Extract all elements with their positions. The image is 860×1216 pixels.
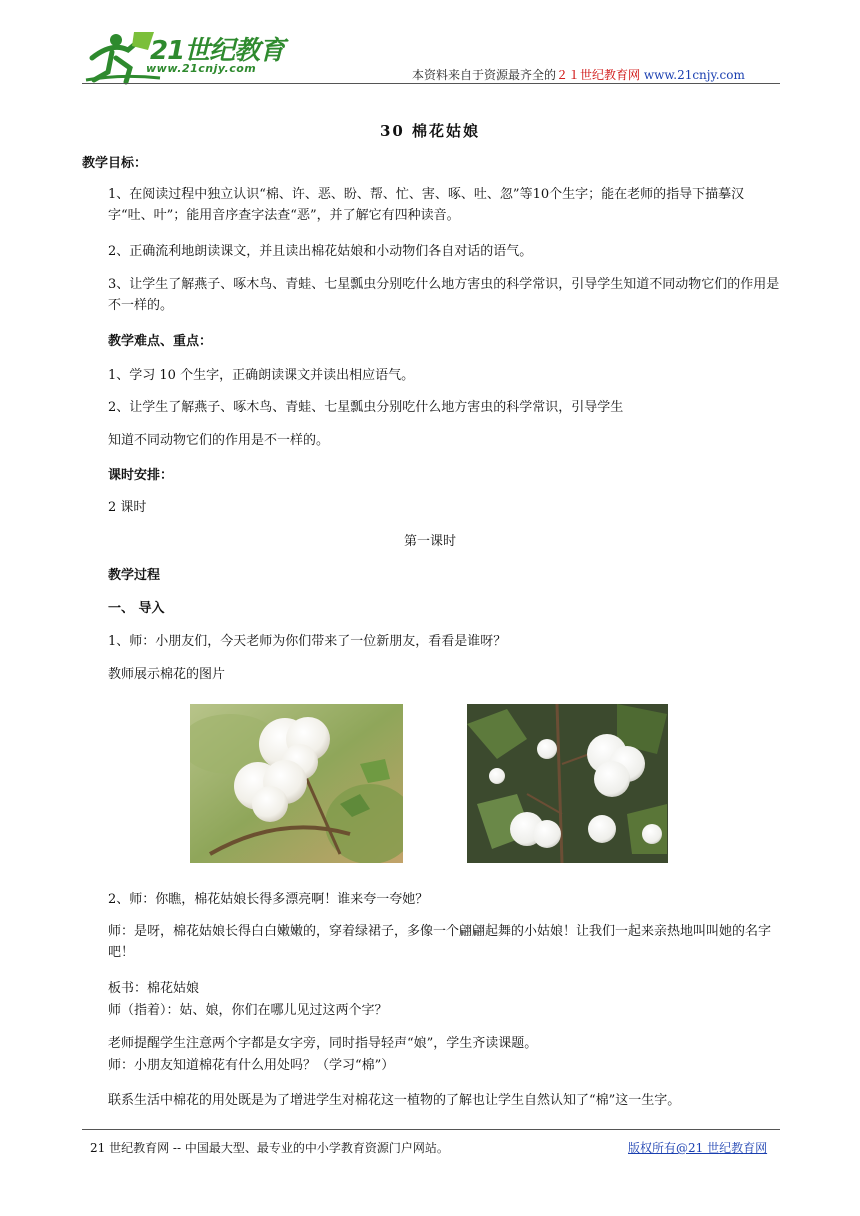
header-note xyxy=(412,66,745,83)
copyright-link[interactable]: 版权所有@21 世纪教育网 xyxy=(628,1141,768,1155)
schedule-text: 2 课时 xyxy=(108,500,147,515)
goal-2: 2、正确流利地朗读课文，并且读出棉花姑娘和小动物们各自对话的语气。 xyxy=(108,244,533,259)
paragraph-9: 联系生活中棉花的用处既是为了增进学生对棉花这一植物的了解也让学生自然认知了“棉”这一生字。 xyxy=(108,1093,681,1108)
header-brand: ２１世纪教育网 xyxy=(556,68,641,82)
paragraph-4: 师：是呀，棉花姑娘长得白白嫩嫩的，穿着绿裙子，多像一个翩翩起舞的小姑娘！让我们一起来亲热地叫叫她的名字吧！ xyxy=(108,924,772,960)
goal-1 xyxy=(108,184,780,226)
footer-text: 21 世纪教育网 -- 中国最大型、最专业的中小学教育资源门户网站。 xyxy=(90,1141,449,1155)
paragraph-1: 1、师：小朋友们，今天老师为你们带来了一位新朋友，看看是谁呀？ xyxy=(108,634,507,649)
paragraph-8: 师：小朋友知道棉花有什么用处吗？（学习“棉”） xyxy=(108,1058,395,1073)
key-1: 1、学习 10 个生字，正确朗读课文并读出相应语气。 xyxy=(108,368,415,383)
logo-text: 21世纪教育 xyxy=(150,36,285,66)
key-2-cont: 知道不同动物它们的作用是不一样的。 xyxy=(108,433,330,448)
footer-divider xyxy=(82,1129,780,1130)
key-heading: 教学难点、重点： xyxy=(108,334,213,349)
logo-url: www.21cnjy.com xyxy=(146,62,257,75)
cotton-photo-2 xyxy=(467,704,668,863)
schedule-heading: 课时安排： xyxy=(108,468,174,483)
key-2: 2、让学生了解燕子、啄木鸟、青蛙、七星瓢虫分别吃什么地方害虫的科学常识，引导学生 xyxy=(108,400,624,415)
paragraph-3: 2、师：你瞧，棉花姑娘长得多漂亮啊！谁来夸一夸她？ xyxy=(108,892,429,907)
paragraph-6: 师（指着）：姑、娘，你们在哪儿见过这两个字？ xyxy=(108,1003,388,1018)
process-heading: 教学过程 xyxy=(108,568,161,583)
page-title: 30 棉花姑娘 xyxy=(379,122,481,140)
goal-3: 3、让学生了解燕子、啄木鸟、青蛙、七星瓢虫分别吃什么地方害虫的科学常识，引导学生知道不同动物它们的作用是不一样的。 xyxy=(108,277,780,313)
header-note-prefix: 本资料来自于资源最齐全的 xyxy=(412,68,557,82)
paragraph-7: 老师提醒学生注意两个字都是女字旁，同时指导轻声“娘”，学生齐读课题。 xyxy=(108,1036,538,1051)
paragraph-2: 教师展示棉花的图片 xyxy=(108,667,226,682)
goal-1-text: 1、在阅读过程中独立认识“棉、许、恶、盼、帮、忙、害、啄、吐、忽”等10个生字；能在老师的指导下描摹汉字“吐、叶”；能用音序查字法查“恶”，并了解它有四种读音。 xyxy=(108,187,745,223)
header-divider xyxy=(82,83,780,84)
intro-heading: 一、 导入 xyxy=(108,601,165,616)
paragraph-5: 板书：棉花姑娘 xyxy=(108,981,200,996)
header-url-link[interactable]: www.21cnjy.com xyxy=(643,68,745,82)
lesson-1-heading: 第一课时 xyxy=(403,534,456,549)
cotton-photo-1 xyxy=(190,704,403,863)
goals-heading: 教学目标： xyxy=(82,156,148,171)
